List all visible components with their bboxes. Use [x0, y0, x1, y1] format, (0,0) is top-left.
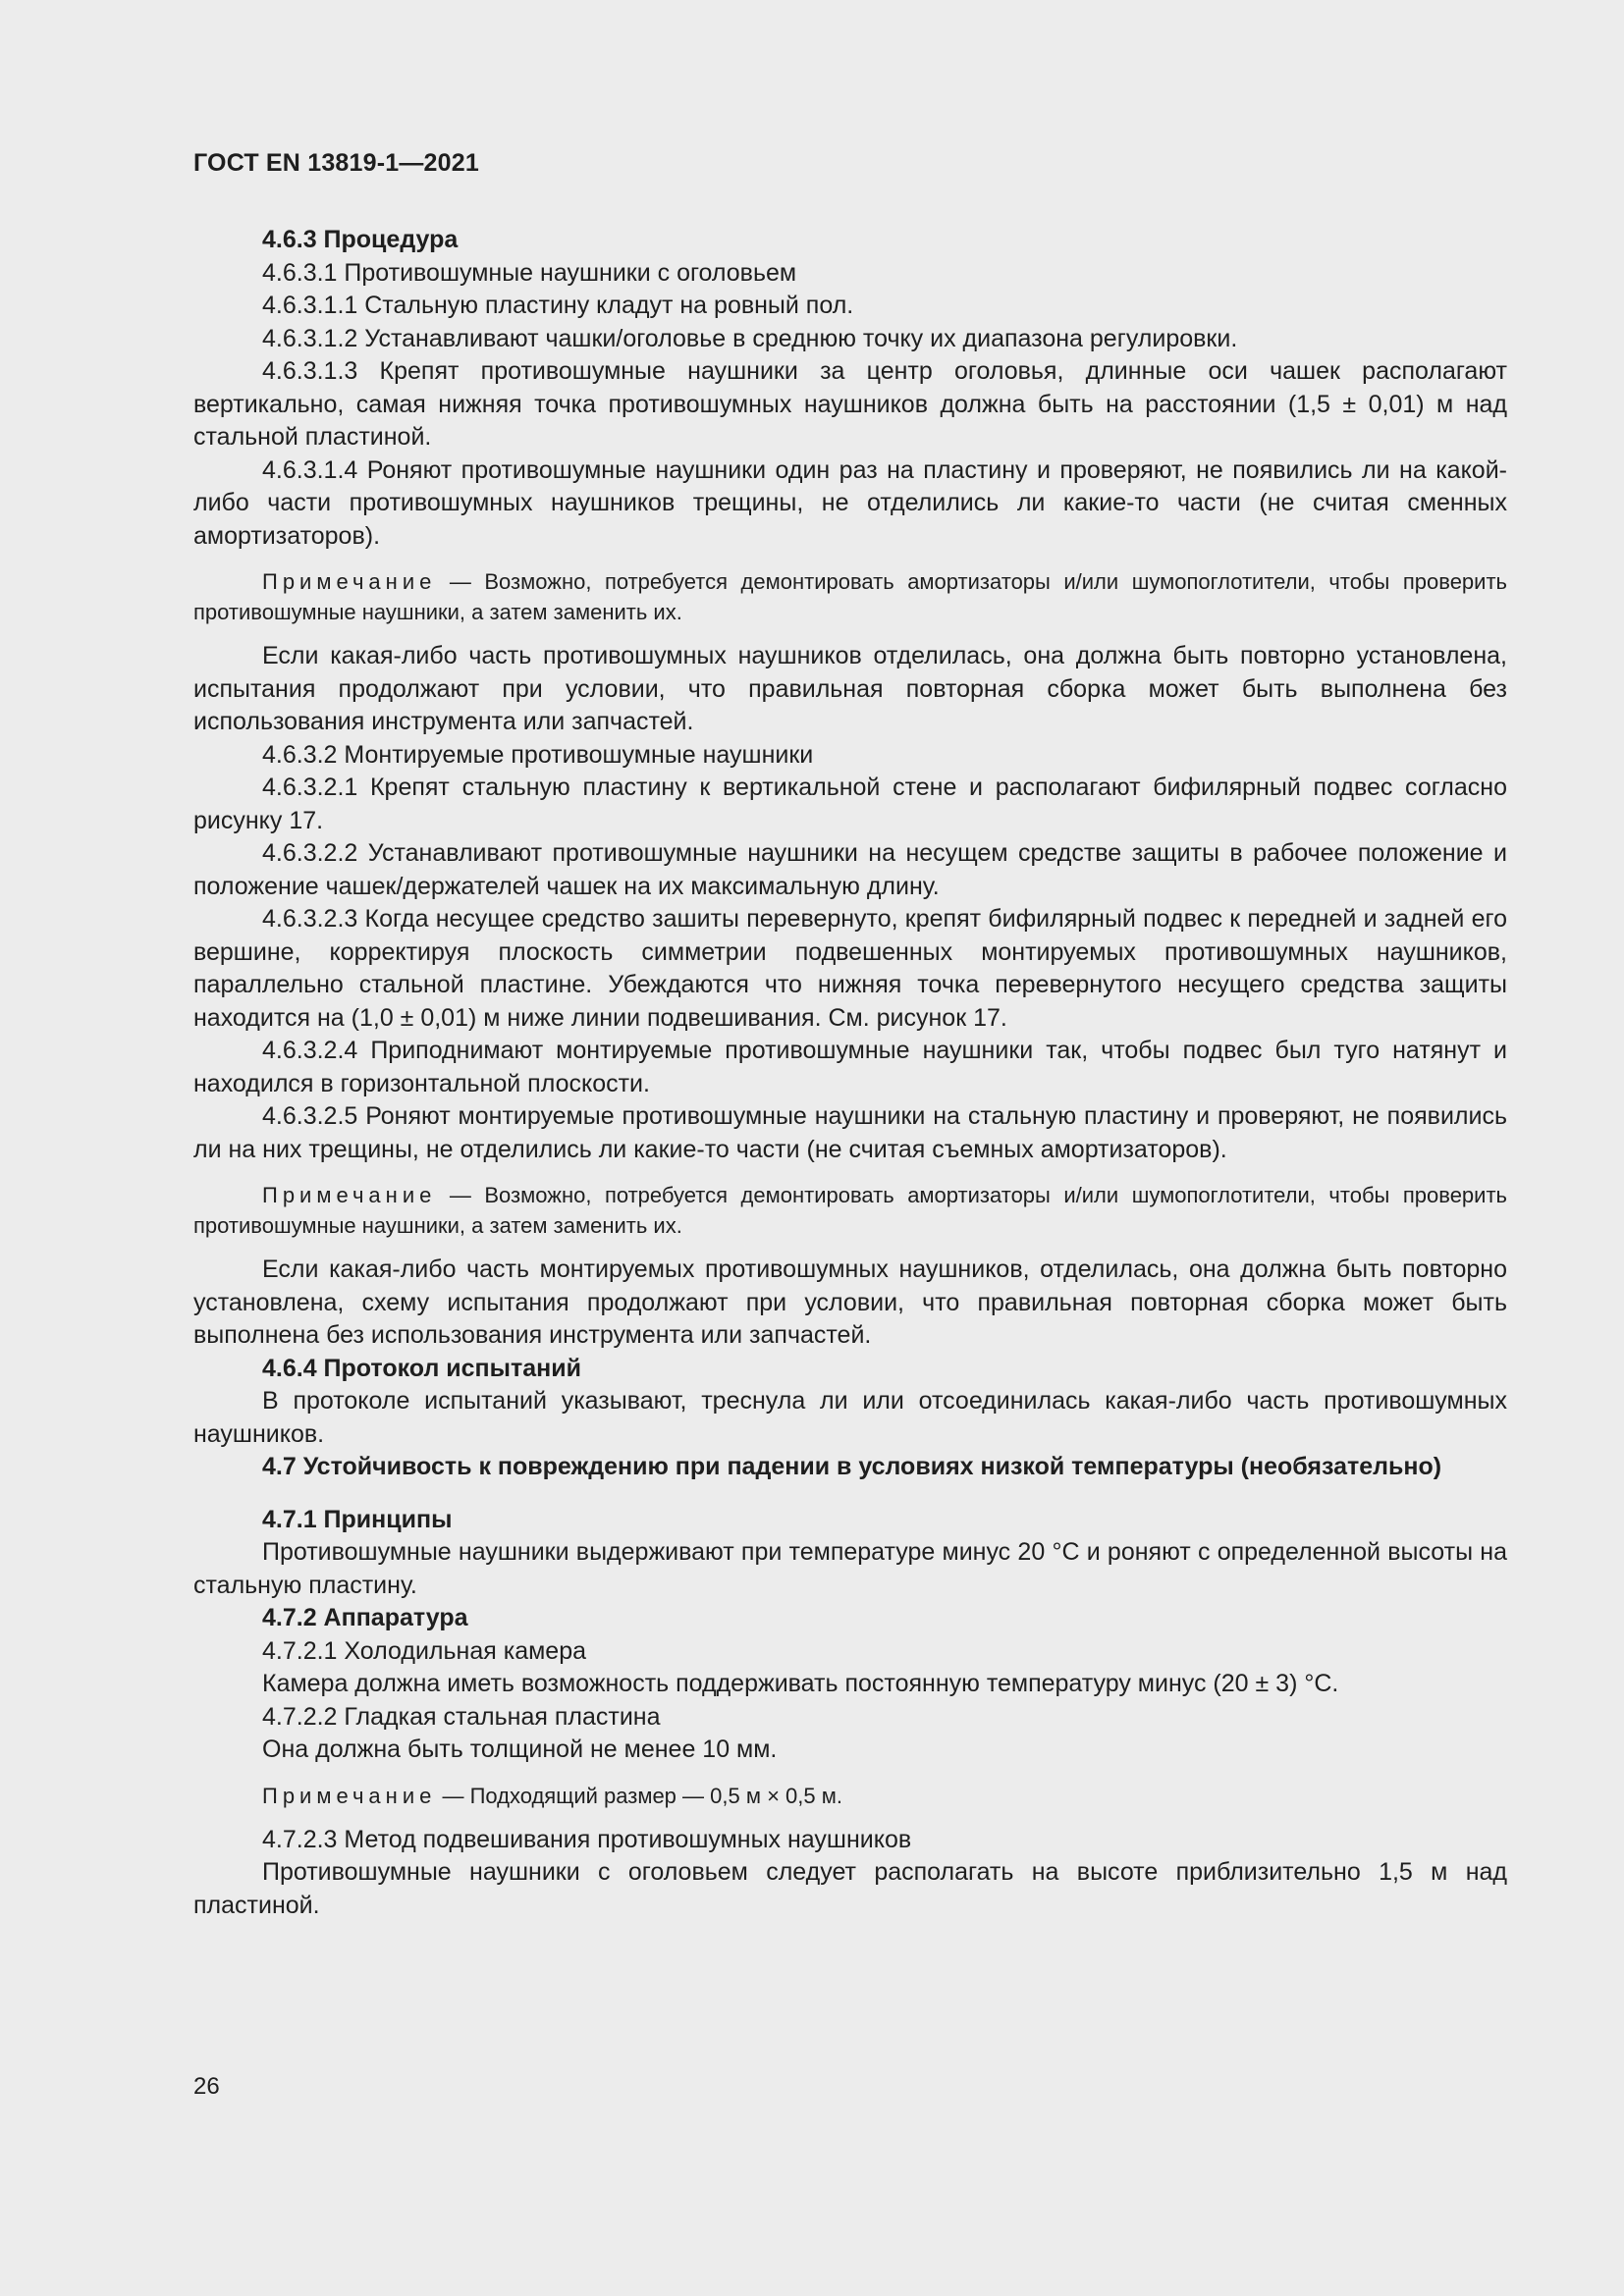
section-4-7-1-title: 4.7.1 Принципы	[262, 1505, 453, 1533]
paragraph-after-note-2: Если какая-либо часть монтируемых противошумных наушников, отделилась, она должна быть повторно установлена, схему испытания продолжают при условии, что правильная повторная сборка может быть выполнена без использования инструмента или запчастей.	[193, 1255, 1507, 1349]
clause-4-7-2-2: 4.7.2.2 Гладкая стальная пластина	[262, 1702, 661, 1731]
clause-4-7-2-3-text: Противошумные наушники с оголовьем следует располагать на высоте приблизительно 1,5 м над пластиной.	[193, 1858, 1507, 1919]
page-content	[193, 224, 1507, 1922]
note-text: — Возможно, потребуется демонтировать амортизаторы и/или шумопоглотители, чтобы проверить противошумные наушники, а затем заменить их.	[193, 1183, 1507, 1238]
note-text: — Подходящий размер — 0,5 м × 0,5 м.	[436, 1783, 842, 1808]
clause-4-6-3-2-3: 4.6.3.2.3 Когда несущее средство зашиты перевернуто, крепят бифилярный подвес к передней и задней его вершине, корректируя плоскость симметрии подвешенных монтируемых противошумных наушников, параллельно стальной пластине. Убеждаются что нижняя точка перевернутого несущего средства защиты находится на (1,0 ± 0,01) м ниже линии подвешивания. См. рисунок 17.	[193, 905, 1507, 1032]
paragraph-4-6-4: В протоколе испытаний указывают, треснула ли или отсоединилась какая-либо часть противошумных наушников.	[193, 1387, 1507, 1448]
clause-4-7-2-1-text: Камера должна иметь возможность поддерживать постоянную температуру минус (20 ± 3) °С.	[262, 1670, 1339, 1697]
clause-4-6-3-2-1: 4.6.3.2.1 Крепят стальную пластину к вертикальной стене и располагают бифилярный подвес согласно рисунку 17.	[193, 774, 1507, 834]
section-4-7-title: 4.7 Устойчивость к повреждению при падении в условиях низкой температуры (необязательно)	[262, 1453, 1442, 1480]
clause-4-6-3-2: 4.6.3.2 Монтируемые противошумные наушники	[262, 740, 814, 769]
note-label: Примечание	[262, 1783, 437, 1808]
section-4-6-4-title: 4.6.4 Протокол испытаний	[262, 1354, 581, 1382]
clause-4-6-3-2-5: 4.6.3.2.5 Роняют монтируемые противошумные наушники на стальную пластину и проверяют, не появились ли на них трещины, не отделились ли какие-то части (не считая съемных амортизаторов).	[193, 1102, 1507, 1163]
section-4-6-3-title: 4.6.3 Процедура	[262, 226, 459, 253]
document-header: ГОСТ EN 13819-1—2021	[193, 149, 479, 177]
note-label: Примечание	[262, 1183, 437, 1207]
clause-4-7-2-3: 4.7.2.3 Метод подвешивания противошумных наушников	[262, 1825, 912, 1853]
clause-4-6-3-1: 4.6.3.1 Противошумные наушники с оголовьем	[262, 258, 797, 287]
note-text: — Возможно, потребуется демонтировать амортизаторы и/или шумопоглотители, чтобы проверить противошумные наушники, а затем заменить их.	[193, 569, 1507, 624]
paragraph-after-note-1: Если какая-либо часть противошумных наушников отделилась, она должна быть повторно установлена, испытания продолжают при условии, что правильная повторная сборка может быть выполнена без использования инструмента или запчастей.	[193, 642, 1507, 735]
clause-4-6-3-1-1: 4.6.3.1.1 Стальную пластину кладут на ровный пол.	[262, 292, 854, 319]
clause-4-6-3-1-4: 4.6.3.1.4 Роняют противошумные наушники один раз на пластину и проверяют, не появились ли на какой-либо части противошумных наушников трещины, не отделились ли какие-то части (не считая сменных амортизаторов).	[193, 455, 1507, 550]
note-label: Примечание	[262, 569, 437, 594]
section-4-7-2-title: 4.7.2 Аппаратура	[262, 1604, 468, 1631]
page-number: 26	[193, 2073, 220, 2100]
clause-4-7-2-1: 4.7.2.1 Холодильная камера	[262, 1636, 587, 1665]
clause-4-6-3-2-2: 4.6.3.2.2 Устанавливают противошумные наушники на несущем средстве защиты в рабочее положение и положение чашек/держателей чашек на их максимальную длину.	[193, 839, 1507, 900]
clause-4-6-3-1-3: 4.6.3.1.3 Крепят противошумные наушники за центр оголовья, длинные оси чашек располагают вертикально, самая нижняя точка противошумных наушников должна быть на расстоянии (1,5 ± 0,01) м над стальной пластиной.	[193, 357, 1507, 451]
note-2	[193, 1180, 1507, 1241]
note-3	[193, 1781, 1507, 1811]
clause-4-6-3-2-4: 4.6.3.2.4 Приподнимают монтируемые противошумные наушники так, чтобы подвес был туго натянут и находился в горизонтальной плоскости.	[193, 1037, 1507, 1097]
clause-4-7-2-2-text: Она должна быть толщиной не менее 10 мм.	[262, 1735, 778, 1763]
paragraph-4-7-1: Противошумные наушники выдерживают при температуре минус 20 °С и роняют с определенной высоты на стальную пластину.	[193, 1538, 1507, 1599]
note-1	[193, 566, 1507, 627]
clause-4-6-3-1-2: 4.6.3.1.2 Устанавливают чашки/оголовье в среднюю точку их диапазона регулировки.	[262, 324, 1238, 352]
